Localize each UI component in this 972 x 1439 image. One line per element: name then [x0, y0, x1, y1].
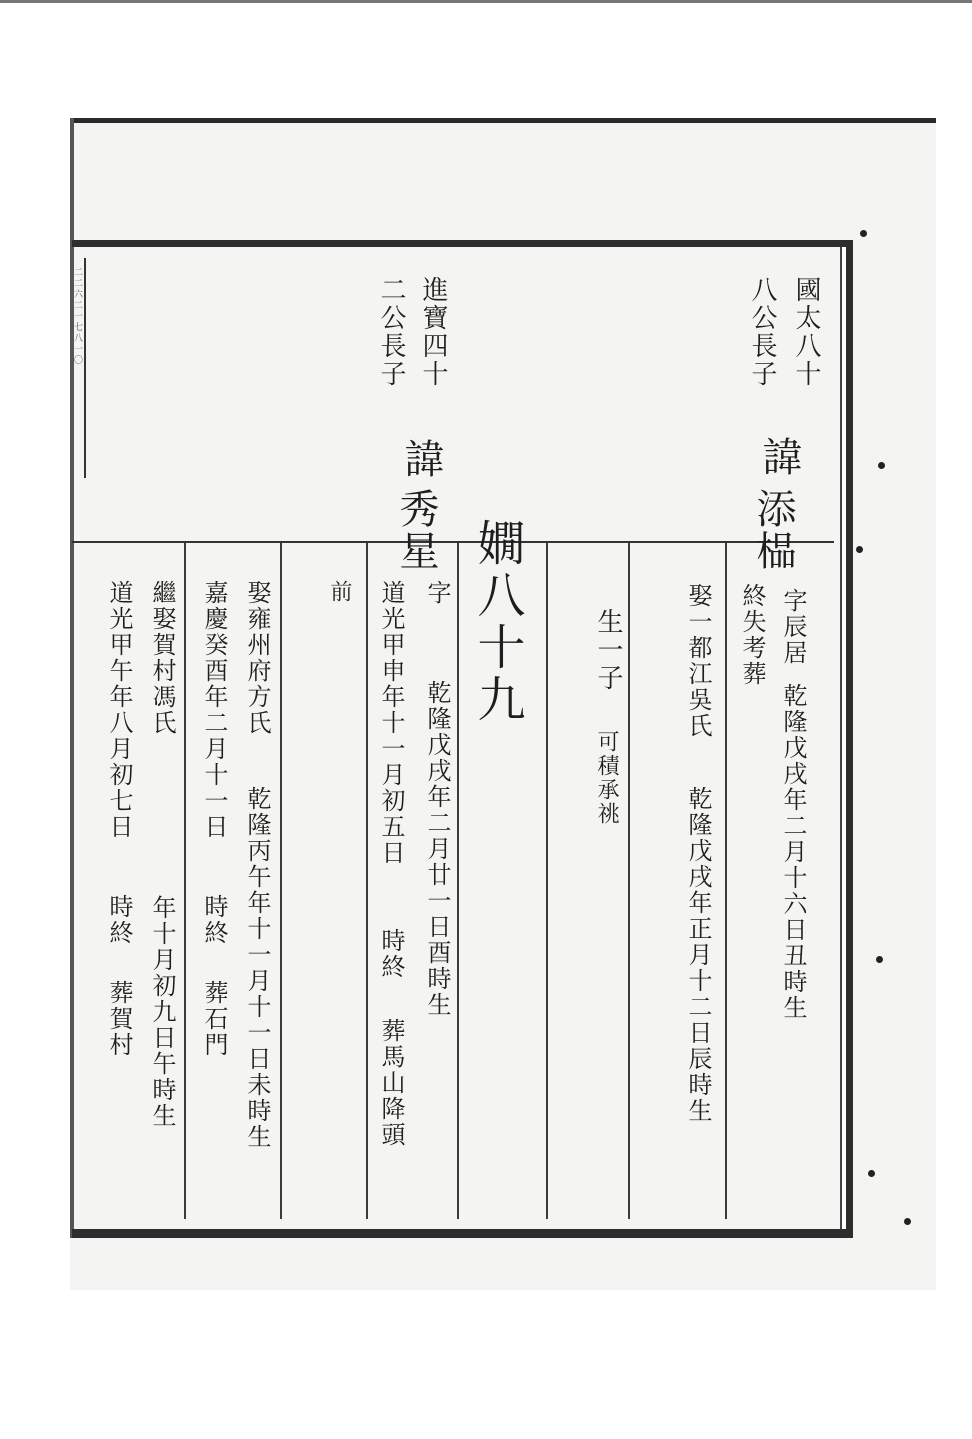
- person2-burial: 葬馬山降頭: [377, 1018, 405, 1148]
- person2-wife1-burial: 葬石門: [200, 980, 228, 1058]
- column-rule: [280, 543, 282, 1219]
- person1-wife-birth: 乾隆戊戌年正月十二日辰時生: [684, 786, 712, 1124]
- person1-children: 生一子: [593, 608, 623, 692]
- person2-wife1: 娶雍州府方氏: [243, 580, 271, 736]
- header-divider: [72, 541, 834, 543]
- column-rule: [457, 543, 459, 1219]
- person2-zi: 字: [423, 580, 451, 606]
- column-rule: [546, 543, 548, 1219]
- scan-top-edge: [70, 118, 936, 123]
- ink-speck: [878, 462, 885, 469]
- person1-hui: 諱: [756, 436, 802, 478]
- person2-wife1-death: 嘉慶癸酉年二月十一日: [200, 580, 228, 840]
- ink-speck: [856, 546, 863, 553]
- person2-hui: 諱: [398, 438, 444, 480]
- person2-death: 道光甲申年十一月初五日: [377, 580, 405, 866]
- person2-death-time: 時終: [377, 928, 405, 980]
- header-relation-left: 二公長子: [376, 276, 406, 388]
- person2-wife2-burial: 葬賀村: [105, 980, 133, 1058]
- column-rule: [628, 543, 630, 1219]
- person2-wife2: 繼娶賀村馮氏: [148, 580, 176, 736]
- person1-wife: 娶一都江吳氏: [684, 583, 712, 739]
- ink-speck: [904, 1218, 911, 1225]
- person2-note: 前: [327, 580, 352, 604]
- ink-speck: [876, 956, 883, 963]
- person2-wife2-death-time: 時終: [105, 894, 133, 946]
- genealogy-frame: [72, 240, 853, 1238]
- person1-name: 添榀: [750, 488, 796, 572]
- person1-heir: 可積承祧: [594, 730, 619, 826]
- ink-speck: [860, 230, 867, 237]
- person1-zi: 字辰居: [779, 588, 807, 666]
- person2-wife1-birth: 乾隆丙午年十一月十一日未時生: [243, 786, 271, 1150]
- person2-title: 嫺八十九: [469, 518, 525, 726]
- top-rule: [0, 0, 972, 3]
- page-scan: [70, 118, 936, 1290]
- header-generation-left: 進寶四十: [418, 276, 448, 388]
- person1-birth: 乾隆戊戌年二月十六日丑時生: [779, 683, 807, 1021]
- column-rule: [184, 543, 186, 1219]
- margin-marks: 二二六二一七八一〇: [74, 268, 84, 366]
- person2-wife2-death: 道光甲午年八月初七日: [105, 580, 133, 840]
- ink-speck: [868, 1170, 875, 1177]
- person2-wife1-death-time: 時終: [200, 894, 228, 946]
- person2-name: 秀星: [393, 488, 439, 572]
- person1-death: 終失考葬: [738, 583, 766, 687]
- header-generation-right: 國太八十: [791, 276, 821, 388]
- header-relation-right: 八公長子: [747, 276, 777, 388]
- column-rule: [366, 543, 368, 1219]
- person2-wife2-birth: 年十月初九日午時生: [148, 895, 176, 1129]
- person2-birth: 乾隆戊戌年二月廿一日酉時生: [423, 680, 451, 1018]
- column-rule: [725, 543, 727, 1219]
